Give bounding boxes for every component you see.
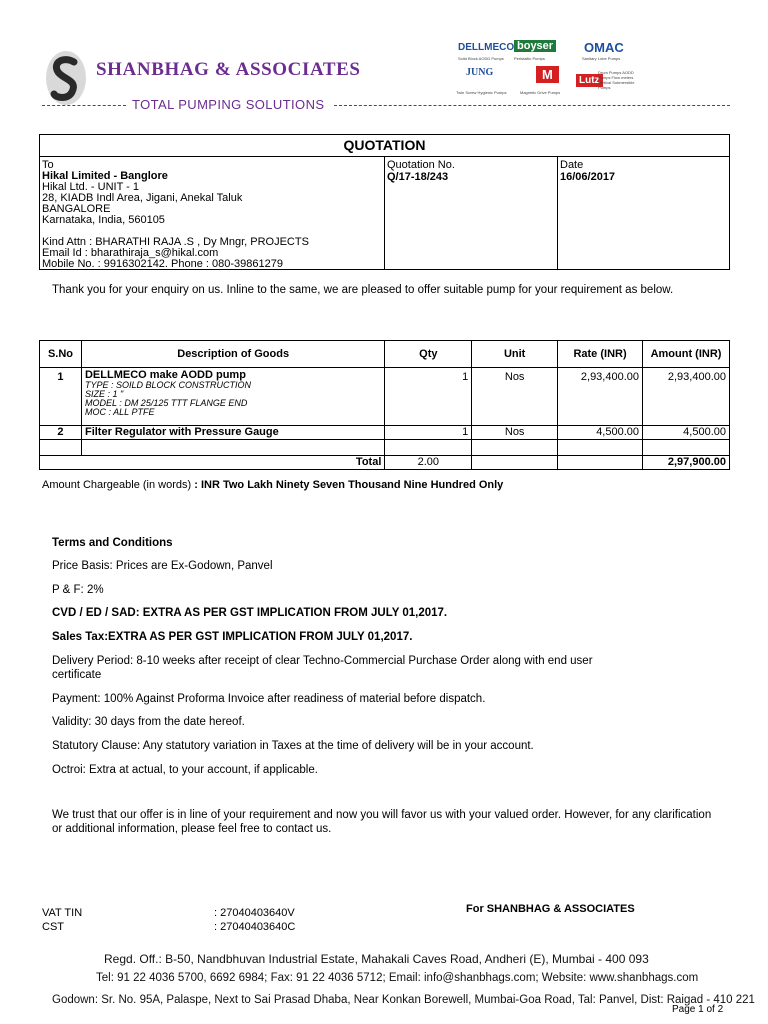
page-number: Page 1 of 2 (672, 1004, 724, 1015)
term-statutory: Statutory Clause: Any statutory variation in Taxes at the time of delivery will be in your account. (52, 740, 534, 752)
amount-words-label: Amount Chargeable (in words) (42, 479, 192, 491)
contact-line: Kind Attn : BHARATHI RAJA .S , Dy Mngr, PROJECTS (42, 236, 309, 248)
cst-label: CST (42, 921, 64, 933)
company-logo-icon (44, 48, 88, 108)
total-amount: 2,97,900.00 (643, 456, 730, 470)
item-detail: TYPE : SOILD BLOCK CONSTRUCTION (84, 380, 251, 390)
term-sales-tax: Sales Tax:EXTRA AS PER GST IMPLICATION FROM JULY 01,2017. (52, 631, 413, 643)
term-price-basis: Price Basis: Prices are Ex-Godown, Panvel (52, 560, 273, 572)
term-octroi: Octroi: Extra at actual, to your account, if applicable. (52, 764, 318, 776)
address-line: BANGALORE (42, 203, 111, 215)
column-header: Qty (385, 341, 472, 368)
item-qty: 1 (385, 368, 472, 426)
date-label: Date (560, 159, 584, 171)
item-unit: Nos (472, 426, 558, 440)
quotation-title: QUOTATION (40, 135, 729, 157)
table-row (40, 426, 730, 440)
total-qty: 2.00 (385, 456, 472, 470)
item-rate: 4,500.00 (558, 426, 643, 440)
terms-heading: Terms and Conditions (52, 537, 173, 549)
intro-text: Thank you for your enquiry on us. Inline to the same, we are pleased to offer suitable pump for your requirement as below. (52, 284, 674, 296)
item-description-cell (81, 368, 384, 426)
brand-logo-lutz: Lutz (576, 74, 603, 87)
vat-value: : 27040403640V (214, 907, 295, 919)
amount-in-words (42, 479, 503, 491)
item-detail: SIZE : 1 " (84, 389, 124, 399)
brand-logo-jung: JUNG (466, 67, 494, 78)
brand-logos (456, 40, 656, 98)
address-line: Hikal Ltd. - UNIT - 1 (42, 181, 139, 193)
column-header: Description of Goods (81, 341, 384, 368)
quotation-no: Q/17-18/243 (387, 171, 449, 183)
qbox-divider-1 (384, 156, 385, 269)
total-label: Total (40, 456, 385, 470)
table-spacer-row (40, 440, 730, 456)
column-header: Rate (INR) (558, 341, 643, 368)
address-line: Karnataka, India, 560105 (42, 214, 165, 226)
item-amount: 4,500.00 (643, 426, 730, 440)
term-payment: Payment: 100% Against Proforma Invoice after readiness of material before dispatch. (52, 693, 486, 705)
qbox-divider-2 (557, 156, 558, 269)
quotation-no-label: Quotation No. (387, 159, 455, 171)
column-header: S.No (40, 341, 82, 368)
footer-regd-office: Regd. Off.: B-50, Nandbhuvan Industrial Estate, Mahakali Caves Road, Andheri (E), Mumbai - 400 093 (104, 952, 649, 966)
item-sno: 2 (40, 426, 82, 440)
brand-caption-boyser: Peristaltic Pumps (514, 56, 545, 61)
items-table (39, 340, 730, 470)
column-header: Amount (INR) (643, 341, 730, 368)
closing-text: We trust that our offer is in line of your requirement and now you will favor us with your valued order. However, for any clarification or additional information, please feel free to contact us. (52, 809, 712, 835)
quotation-date: 16/06/2017 (560, 171, 616, 183)
item-qty: 1 (385, 426, 472, 440)
item-description: Filter Regulator with Pressure Gauge (81, 426, 384, 440)
term-pf: P & F: 2% (52, 584, 104, 596)
brand-caption-dellmeco: Solid Block AODD Pumps (458, 56, 504, 61)
term-delivery: Delivery Period: 8-10 weeks after receipt of clear Techno-Commercial Purchase Order along with end user (52, 655, 593, 667)
table-total-row (40, 456, 730, 470)
term-delivery-cont: certificate (52, 669, 102, 681)
table-row (40, 368, 730, 426)
to-label: To (42, 159, 54, 171)
footer-godown: Godown: Sr. No. 95A, Palaspe, Next to Sai Prasad Dhaba, Near Konkan Borewell, Mumbai-Goa Road, Tal: Panvel, Dist: Raigad - 410 221 (52, 994, 755, 1006)
item-detail: MOC : ALL PTFE (84, 407, 155, 417)
brand-logo-dellmeco: DELLMECO (458, 42, 515, 53)
brand-caption-jung: Twin Screw Hygienic Pumps (456, 90, 507, 95)
item-sno: 1 (40, 368, 82, 426)
customer-name: Hikal Limited - Banglore (42, 170, 168, 182)
cst-value: : 27040403640C (214, 921, 296, 933)
brand-logo-boyser: boyser (514, 40, 556, 52)
contact-line: Mobile No. : 9916302142. Phone : 080-39861279 (42, 258, 283, 270)
item-rate: 2,93,400.00 (558, 368, 643, 426)
column-header: Unit (472, 341, 558, 368)
table-header-row (40, 341, 730, 368)
contact-line: Email Id : bharathiraja_s@hikal.com (42, 247, 219, 259)
vat-label: VAT TIN (42, 907, 83, 919)
brand-caption-lutz: Drum Pumps AODD Pumps Flow meters Vertical Submersible Pumps (598, 70, 635, 90)
item-detail: MODEL : DM 25/125 TTT FLANGE END (84, 398, 248, 408)
signoff: For SHANBHAG & ASSOCIATES (466, 903, 635, 915)
term-cvd: CVD / ED / SAD: EXTRA AS PER GST IMPLICATION FROM JULY 01,2017. (52, 607, 448, 619)
footer-contact: Tel: 91 22 4036 5700, 6692 6984; Fax: 91 22 4036 5712; Email: info@shanbhags.com; Website: www.shanbhags.com (96, 972, 699, 984)
brand-caption-omac: Sanitary Lobe Pumps (582, 56, 621, 61)
term-validity: Validity: 30 days from the date hereof. (52, 716, 245, 728)
amount-words-value: : INR Two Lakh Ninety Seven Thousand Nine Hundred Only (194, 479, 504, 491)
item-description: DELLMECO make AODD pump (84, 369, 246, 381)
company-tagline: TOTAL PUMPING SOLUTIONS (132, 97, 325, 112)
brand-logo-magnetic: M (536, 66, 559, 83)
item-amount: 2,93,400.00 (643, 368, 730, 426)
brand-caption-magnetic: Magnetic Drive Pumps (520, 90, 561, 95)
company-name: SHANBHAG & ASSOCIATES (96, 59, 361, 80)
header-divider-left (42, 105, 126, 106)
header-divider-right (334, 105, 730, 106)
quotation-box (39, 134, 730, 270)
brand-logo-omac: OMAC (584, 40, 624, 55)
item-unit: Nos (472, 368, 558, 426)
address-line: 28, KIADB Indl Area, Jigani, Anekal Taluk (42, 192, 243, 204)
